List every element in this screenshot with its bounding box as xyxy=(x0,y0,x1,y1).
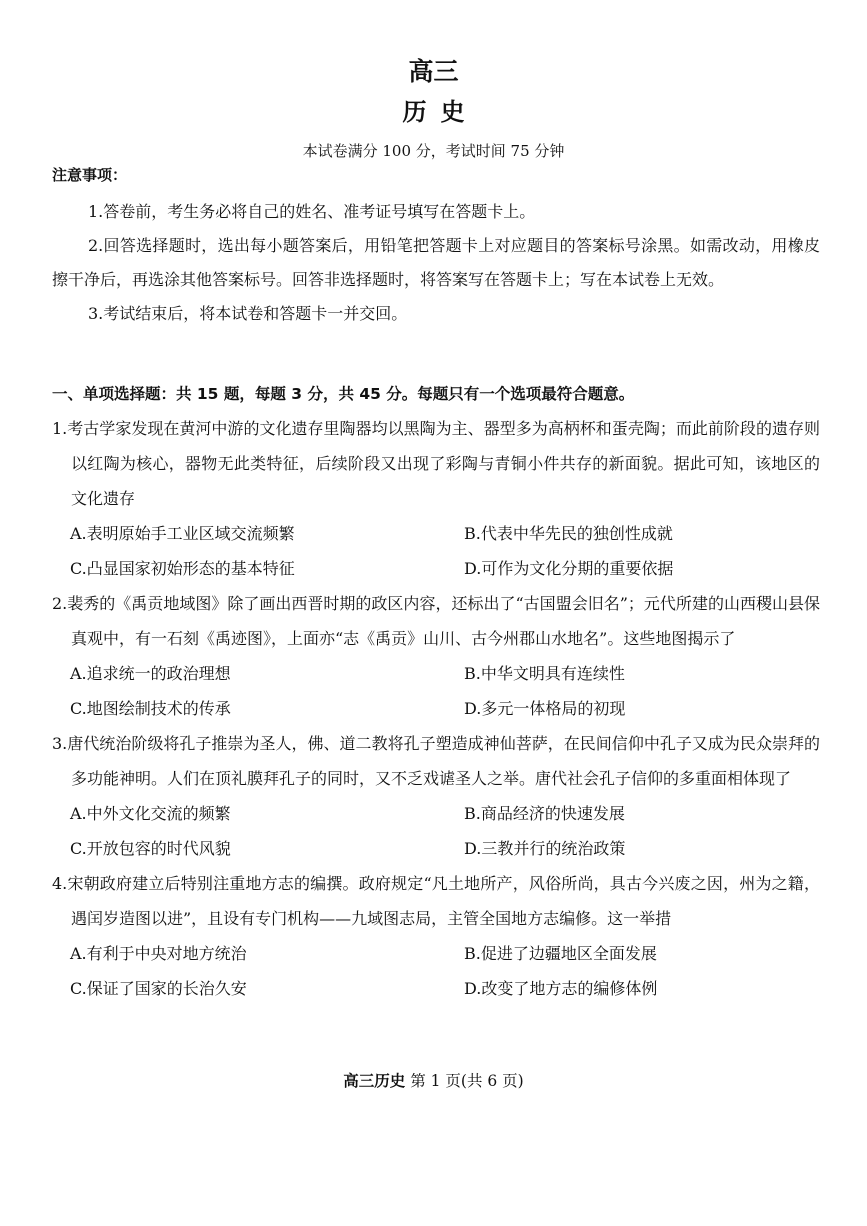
option-a: A.表明原始手工业区域交流频繁 xyxy=(70,524,295,543)
option-b: B.代表中华先民的独创性成就 xyxy=(464,524,673,543)
option-d: D.多元一体格局的初现 xyxy=(464,699,626,718)
option-c: C.开放包容的时代风貌 xyxy=(70,839,231,858)
exam-info: 本试卷满分 100 分，考试时间 75 分钟 xyxy=(302,142,565,160)
page-footer xyxy=(0,1070,867,1092)
question-stem: 1.考古学家发现在黄河中游的文化遗存里陶器均以黑陶为主、器型多为高柄杯和蛋壳陶；而此前阶段的遗存则以红陶为核心，器物无此类特征，后续阶段又出现了彩陶与青铜小件共存的新面貌。据此可知，该地区的文化遗存 xyxy=(52,419,820,508)
subject-title: 历史 xyxy=(402,98,479,126)
option-b: B.中华文明具有连续性 xyxy=(464,664,625,683)
question-list xyxy=(52,411,820,1006)
notice-item: 1.答卷前，考生务必将自己的姓名、准考证号填写在答题卡上。 xyxy=(88,202,536,221)
notice-list xyxy=(52,195,820,331)
option-a: A.追求统一的政治理想 xyxy=(70,664,231,683)
option-grid xyxy=(52,656,820,726)
option-b: B.促进了边疆地区全面发展 xyxy=(464,944,657,963)
option-d: D.可作为文化分期的重要依据 xyxy=(464,559,674,578)
notice-heading: 注意事项： xyxy=(52,166,128,184)
footer-title: 高三历史 xyxy=(343,1072,406,1090)
option-c: C.保证了国家的长治久安 xyxy=(70,979,247,998)
option-grid xyxy=(52,936,820,1006)
option-grid xyxy=(52,516,820,586)
grade-title: 高三 xyxy=(408,57,459,86)
option-a: A.有利于中央对地方统治 xyxy=(70,944,247,963)
question-4 xyxy=(52,866,820,1006)
option-a: A.中外文化交流的频繁 xyxy=(70,804,231,823)
section-heading: 一、单项选择题：共 15 题，每题 3 分，共 45 分。每题只有一个选项最符合题意。 xyxy=(52,385,635,403)
option-b: B.商品经济的快速发展 xyxy=(464,804,625,823)
notice-item: 2.回答选择题时，选出每小题答案后，用铅笔把答题卡上对应题目的答案标号涂黑。如需改动，用橡皮擦干净后，再选涂其他答案标号。回答非选择题时，将答案写在答题卡上；写在本试卷上无效。 xyxy=(52,236,820,289)
question-2 xyxy=(52,586,820,726)
question-1 xyxy=(52,411,820,586)
notice-item: 3.考试结束后，将本试卷和答题卡一并交回。 xyxy=(88,304,408,323)
option-d: D.改变了地方志的编修体例 xyxy=(464,979,658,998)
question-3 xyxy=(52,726,820,866)
question-stem: 4.宋朝政府建立后特别注重地方志的编撰。政府规定“凡土地所产，风俗所尚，具古今兴废之因，州为之籍，遇闰岁造图以进”，且设有专门机构——九域图志局，主管全国地方志编修。这一举措 xyxy=(52,874,820,928)
option-d: D.三教并行的统治政策 xyxy=(464,839,626,858)
option-c: C.凸显国家初始形态的基本特征 xyxy=(70,559,295,578)
option-c: C.地图绘制技术的传承 xyxy=(70,699,231,718)
question-stem: 3.唐代统治阶级将孔子推崇为圣人，佛、道二教将孔子塑造成神仙菩萨，在民间信仰中孔子又成为民众崇拜的多功能神明。人们在顶礼膜拜孔子的同时，又不乏戏谑圣人之举。唐代社会孔子信仰的多重面相体现了 xyxy=(52,734,820,788)
option-grid xyxy=(52,796,820,866)
footer-page-info: 第 1 页(共 6 页) xyxy=(410,1072,524,1090)
question-stem: 2.裴秀的《禹贡地域图》除了画出西晋时期的政区内容，还标出了“古国盟会旧名”；元代所建的山西稷山县保真观中，有一石刻《禹迹图》，上面亦“志《禹贡》山川、古今州郡山水地名”。这些地图揭示了 xyxy=(52,594,820,648)
